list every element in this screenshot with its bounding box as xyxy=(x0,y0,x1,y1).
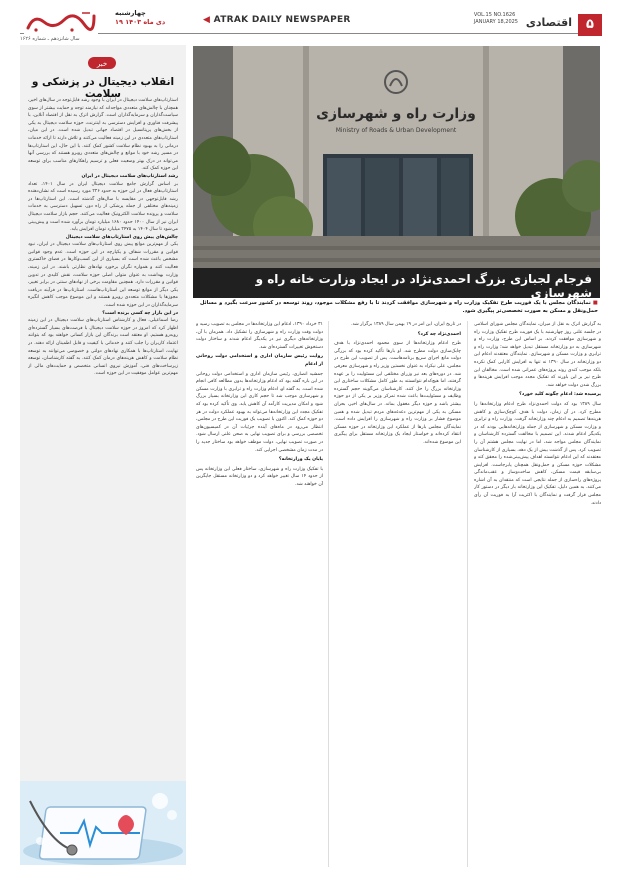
building-sign-persian: وزارت راه و شهرسازی xyxy=(316,106,476,122)
sidebar-headline: انقلاب دیجیتال در پزشکی و سلامت xyxy=(31,76,175,100)
newspaper-logo xyxy=(24,10,98,34)
sidebar-news xyxy=(20,45,186,865)
sidebar-subheading-3: در این بازار چه کسی برنده است؟ xyxy=(102,310,178,316)
building-sign-english: Ministry of Roads & Urban Development xyxy=(335,127,457,134)
column-3-subheading: روایت رئیس سازمان اداری و استخدامی دولت روحانی از ادغام xyxy=(196,354,323,367)
article-column-1 xyxy=(474,321,601,867)
article-column-3 xyxy=(196,321,323,867)
ministry-building-photo xyxy=(193,46,600,268)
headline-bar xyxy=(193,268,600,298)
health-illustration xyxy=(20,781,186,865)
section-title: اقتصادی xyxy=(525,16,572,29)
paper-name-text: ATRAK DAILY NEWSPAPER xyxy=(213,15,351,25)
issue-number: سال شانزدهم ـ شماره ۱۶۲۶ xyxy=(20,36,80,42)
column-2-text-b: طرح ادغام وزارتخانه‌ها از سوی محمود احمدی‌نژاد با هدف چابک‌سازی دولت مطرح شد. او بارها تأکید کرده بود که بزرگی دولت مانع اجرای سریع برنامه‌هاست. پس از تصویب این طرح در مجلس، علی نیکزاد به عنوان نخستین وزیر راه و شهرسازی معرفی شد. در دوره‌های بعد نیز وزرای مختلفی این مسئولیت را بر عهده گرفتند، اما هیچ‌کدام نتوانستند به طور کامل مشکلات ساختاری این وزارتخانه بزرگ را حل کنند. کارشناسان می‌گویند حجم گسترده وظایف و مسئولیت‌ها باعث شده تمرکز وزیر بر یکی از دو حوزه بیشتر باشد و حوزه دیگر مغفول بماند. در سال‌های اخیر، بحران مسکن به یکی از مهم‌ترین دغدغه‌های مردم تبدیل شده و همین موضوع فشار بر وزارت راه و شهرسازی را افزایش داده است. نمایندگان مجلس بارها از عملکرد این وزارتخانه در حوزه مسکن انتقاد کرده‌اند و خواستار ایجاد یک وزارتخانه مستقل برای پیگیری این موضوع شده‌اند. xyxy=(334,341,461,445)
ministry-building-image xyxy=(193,46,600,268)
news-badge-label: خبر xyxy=(96,60,108,68)
column-3-text-a: ۳۱ خرداد ۱۳۹۰، ادغام این وزارتخانه‌ها در مجلس به تصویب رسید و دولت وقت وزارت راه و شهرسازی را تشکیل داد. همزمان با آن، وزارتخانه‌های دیگری نیز در یکدیگر ادغام شدند و ساختار دولت دستخوش تغییرات گسترده‌ای شد. xyxy=(196,322,323,350)
column-1-text-a: به گزارش اترک به نقل از میزان، نمایندگان مجلس شورای اسلامی در جلسه علنی روز چهارشنبه با یک فوریت طرح تفکیک وزارت راه و شهرسازی موافقت کردند. بر اساس این طرح، وزارت راه و شهرسازی به دو وزارتخانه مستقل تبدیل خواهد شد؛ وزارت راه و ترابری و وزارت مسکن و شهرسازی. نمایندگان معتقدند ادغام این دو وزارتخانه در سال ۱۳۹۰ نه تنها به افزایش کارایی کمک نکرده بلکه موجب کندی روند پروژه‌های عمرانی شده است. مخالفان این طرح نیز بر این باورند که تفکیک مجدد موجب افزایش هزینه‌ها و بزرگ شدن دولت خواهد شد. xyxy=(474,322,601,388)
sidebar-body xyxy=(28,97,178,777)
column-3-subheading-2: پایان یک وزارتخانه؟ xyxy=(278,457,323,463)
sidebar-text-1: بر اساس گزارش جامع سلامت دیجیتال ایران در سال ۱۴۰۱، تعداد استارتاپ‌های فعال در این حوزه به حدود ۲۲۶ مورد رسیده است که نشان‌دهنده رشد قابل‌توجهی در مقایسه با سال‌های گذشته است. این استارتاپ‌ها در زمینه‌های مختلفی از جمله پزشکی از راه دور، تسهیل دسترسی به خدمات سلامت و پرونده سلامت الکترونیک فعالیت می‌کنند. حجم بازار سلامت دیجیتال ایران نیز از سال ۱۴۰۰ حدود ۱۶۸۰ میلیارد تومان برآورد شده است و پیش‌بینی می‌شود تا سال ۱۴۰۴ به ۲۴۷۵ میلیارد تومان افزایش یابد. xyxy=(28,181,178,233)
paper-arrow-icon: ◀ xyxy=(203,15,211,25)
paper-name xyxy=(203,15,351,25)
news-badge-icon xyxy=(88,57,116,69)
sidebar-intro: استارتاپ‌های سلامت دیجیتال در ایران با وجود رشد قابل‌توجه در سال‌های اخیر، همچنان با چالش‌های متعددی مواجه‌اند که نیازمند توجه و حمایت بیشتر از سوی سیاست‌گذاران و سرمایه‌گذاران است. گزارش اترک به نقل از اقتصاد آنلاین، با پیشرفت فناوری و افزایش دسترسی به اینترنت، حوزه سلامت دیجیتال به یکی از بخش‌های پرپتانسیل در اقتصاد جهانی تبدیل شده است. در این میان، استارتاپ‌های متعددی در این زمینه فعالیت می‌کنند و تلاش دارند تا ارائه خدمات درمانی را به بهبود نظام سلامت کشور کمک کنند. با این حال، این استارتاپ‌ها در مسیر رشد خود با موانع و چالش‌های متعددی روبرو هستند که بررسی آنها می‌تواند در درک بهتر وضعیت فعلی و ترسیم راهکارهای مناسب برای توسعه این حوزه کمک کند. xyxy=(28,98,178,172)
column-1-subheading: پرسیده شد: ادغام چگونه کلید خورد؟ xyxy=(519,392,601,398)
column-2-subheading: احمدی‌نژاد چه کرد؟ xyxy=(417,331,461,337)
column-2-text-a: در تاریخ ایران، این امر در ۱۹ بهمن سال ۱۳۸۹ برگزار شد. xyxy=(351,322,461,327)
lead-bullet-icon: ■ xyxy=(592,300,598,306)
article-column-2 xyxy=(334,321,461,867)
sidebar-subheading-2: چالش‌های پیش روی استارتاپ‌های سلامت دیجیتال xyxy=(65,234,178,240)
column-3-text-b: جمشید انصاری، رئیس سازمان اداری و استخدامی دولت روحانی در این باره گفته بود که ادغام وزارتخانه‌ها بدون مطالعه کافی انجام شده است. به گفته او، ادغام وزارت راه و ترابری با وزارت مسکن و شهرسازی موجب شد تا حجم کاری این وزارتخانه بسیار بزرگ شود و امکان مدیریت کارآمد آن کاهش یابد. وی تأکید کرده بود که تفکیک مجدد این وزارتخانه‌ها می‌تواند به بهبود عملکرد دولت در هر دو حوزه کمک کند. اکنون با تصویب یک فوریت این طرح در مجلس، انتظار می‌رود در ماه‌های آینده جزئیات آن در کمیسیون‌های تخصصی بررسی و برای تصویب نهایی به صحن علنی ارسال شود. در صورت تصویب نهایی، دولت موظف خواهد بود ساختار جدید را در مدت زمان مشخصی اجرایی کند. xyxy=(196,371,323,453)
column-1-text-b: سال ۱۳۸۹ بود که دولت احمدی‌نژاد طرح ادغام وزارتخانه‌ها را مطرح کرد. در آن زمان، دولت با هدف کوچک‌سازی و کاهش هزینه‌ها تصمیم به ادغام چند وزارتخانه گرفت. وزارت راه و ترابری و وزارت مسکن و شهرسازی از جمله وزارتخانه‌هایی بودند که در یکدیگر ادغام شدند. این تصمیم با مخالفت گسترده کارشناسان و نمایندگان مجلس مواجه شد، اما در نهایت مجلس هشتم آن را تصویب کرد. پس از گذشت بیش از یک دهه، بسیاری از کارشناسان معتقدند که این ادغام نتوانسته اهداف پیش‌بینی‌شده را محقق کند و مشکلات حوزه مسکن و حمل‌ونقل همچنان پابرجاست. افزایش بی‌سابقه قیمت مسکن، کاهش ساخت‌وساز و عقب‌ماندگی پروژه‌های راه‌سازی از جمله نتایجی است که منتقدان به آن اشاره می‌کنند. به همین دلیل، تفکیک این وزارتخانه بار دیگر در دستور کار مجلس قرار گرفت و نمایندگان با اکثریت آرا به فوریت آن رأی دادند. xyxy=(474,401,601,506)
article-headline: فرجام لجبازی بزرگ احمدی‌نژاد در ایجاد وزارت خانه راه و شهرسازی xyxy=(255,272,592,300)
masthead-rule xyxy=(20,33,602,34)
column-divider-2 xyxy=(328,321,329,867)
column-divider-1 xyxy=(467,321,468,867)
volume-info xyxy=(474,12,518,26)
article-lead-text: نمایندگان مجلس با یک فوریت طرح تفکیک وزارت راه و شهرسازی موافقت کردند تا با رفع مشکلات موجود، روند توسعه در کشور سرعت بگیرد و مسائل حمل‌ونقل و مسکن به صورت تخصصی‌تر پیگیری شود. xyxy=(200,300,598,314)
sidebar-text-2: یکی از مهم‌ترین موانع پیش روی استارتاپ‌های سلامت دیجیتال در ایران، نبود قوانین و مقررات شفاف و یکپارچه در این حوزه است. عدم وجود قوانین مشخص باعث شده است که بسیاری از این کسب‌وکارها در فضای خاکستری فعالیت کنند و همواره نگران برخورد نهادهای نظارتی باشند. در این زمینه، وزارت بهداشت به عنوان متولی اصلی حوزه سلامت، نقش کلیدی در تدوین قوانین و مقررات دارد. همچنین مقاومت برخی از نهادهای سنتی در برابر تغییر، یکی دیگر از موانع توسعه این استارتاپ‌هاست. استارتاپ‌ها در فرآیند دریافت مجوزها با مشکلات متعددی روبرو هستند و این موضوع موجب کاهش انگیزه سرمایه‌گذاران در این حوزه شده است. xyxy=(28,242,178,309)
volume-date: JANUARY 18,2025 xyxy=(473,19,518,25)
tablet-heartbeat-icon xyxy=(20,781,186,865)
page-number: ۵ xyxy=(578,14,602,36)
sidebar-text-3: رضا اسماعیلی، فعال و کارشناس استارتاپ‌های سلامت دیجیتال در این زمینه اظهار کرد که امروز در حوزه سلامت دیجیتال با فرصت‌های بسیار گسترده‌ای روبه‌رو هستیم. او معتقد است برندگان این بازار کسانی خواهند بود که بتوانند اعتماد کاربران را جلب کنند و خدماتی با کیفیت و قابل اطمینان ارائه دهند. در نهایت، استارتاپ‌ها با همکاری نهادهای دولتی و خصوصی می‌توانند به توسعه نظام سلامت و کاهش هزینه‌های درمان کمک کنند. به گفته کارشناسان، توسعه زیرساخت‌های فنی، آموزش نیروی انسانی متخصص و حمایت‌های مالی از مهم‌ترین عوامل موفقیت در این حوزه است. xyxy=(28,318,178,377)
issue-day: چهارشنبه xyxy=(115,9,146,17)
volume-line: VOL.15 NO.1626 xyxy=(473,12,516,18)
article-lead xyxy=(200,300,598,315)
sidebar-subheading-1: رشد استارتاپ‌های سلامت دیجیتال در ایران xyxy=(81,173,178,179)
column-3-text-c: با تفکیک وزارت راه و شهرسازی، ساختار فعلی این وزارتخانه پس از حدود ۱۴ سال تغییر خواهد کرد و دو وزارتخانه مستقل جایگزین آن خواهند شد. xyxy=(196,466,323,487)
issue-date: ۱۹ دی ماه ۱۴۰۳ xyxy=(115,18,166,26)
